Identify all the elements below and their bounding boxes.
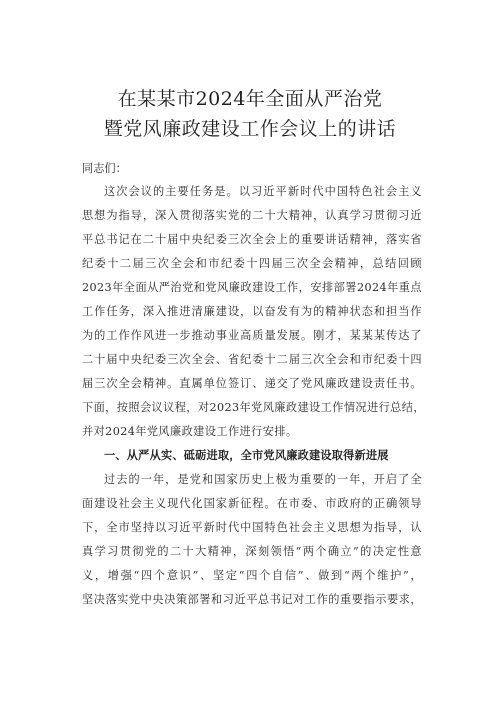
paragraph-1-line: 为的工作作风进一步推动事业高质量发展。刚才，某某某传达了: [82, 329, 422, 342]
paragraph-1-line: 纪委十二届三次全会和市纪委十四届三次全会精神，总结回顾: [82, 257, 422, 270]
paragraph-1-line: 思想为指导，深入贯彻落实党的二十大精神，认真学习贯彻习近: [82, 209, 422, 222]
paragraph-1-line: 工作任务，深入推进清廉建设，以奋发有为的精神状态和担当作: [82, 305, 422, 318]
paragraph-2-line: 真学习贯彻党的二十大精神，深刻领悟“两个确立”的决定性意: [82, 545, 422, 558]
document-title-line-1: 在某某市2024年全面从严治党: [117, 88, 383, 110]
paragraph-1-line: 下面，按照会议议程，对2023年党风廉政建设工作情况进行总结，: [82, 401, 425, 414]
paragraph-2-line: 面建设社会主义现代化国家新征程。在市委、市政府的正确领导: [82, 497, 422, 510]
paragraph-1-line: 届三次全会精神。直属单位签订、递交了党风廉政建设责任书。: [82, 377, 422, 390]
section-1-heading: 一、从严从实、砥砺进取，全市党风廉政建设取得新进展: [104, 449, 389, 462]
salutation: 同志们：: [82, 162, 127, 175]
document-title-line-2: 暨党风廉政建设工作会议上的讲话: [103, 118, 397, 140]
paragraph-1-line: 平总书记在二十届中央纪委三次全会上的重要讲话精神，落实省: [82, 233, 422, 246]
paragraph-1-line: 二十届中央纪委三次全会、省纪委十二届三次全会和市纪委十四: [82, 353, 422, 366]
paragraph-2-line: 下，全市坚持以习近平新时代中国特色社会主义思想为指导，认: [82, 521, 422, 534]
paragraph-2-line: 义，增强“四个意识”、坚定“四个自信”、做到“两个维护”，: [82, 569, 422, 582]
paragraph-2-line: 过去的一年，是党和国家历史上极为重要的一年，开启了全: [104, 473, 422, 486]
paragraph-1-line: 并对2024年党风廉政建设工作进行安排。: [82, 425, 298, 438]
paragraph-1-line: 2023年全面从严治党和党风廉政建设工作，安排部署2024年重点: [82, 281, 422, 294]
paragraph-2-line: 坚决落实党中央决策部署和习近平总书记对工作的重要指示要求，: [82, 593, 422, 606]
paragraph-1-line: 这次会议的主要任务是。以习近平新时代中国特色社会主义: [104, 185, 422, 198]
